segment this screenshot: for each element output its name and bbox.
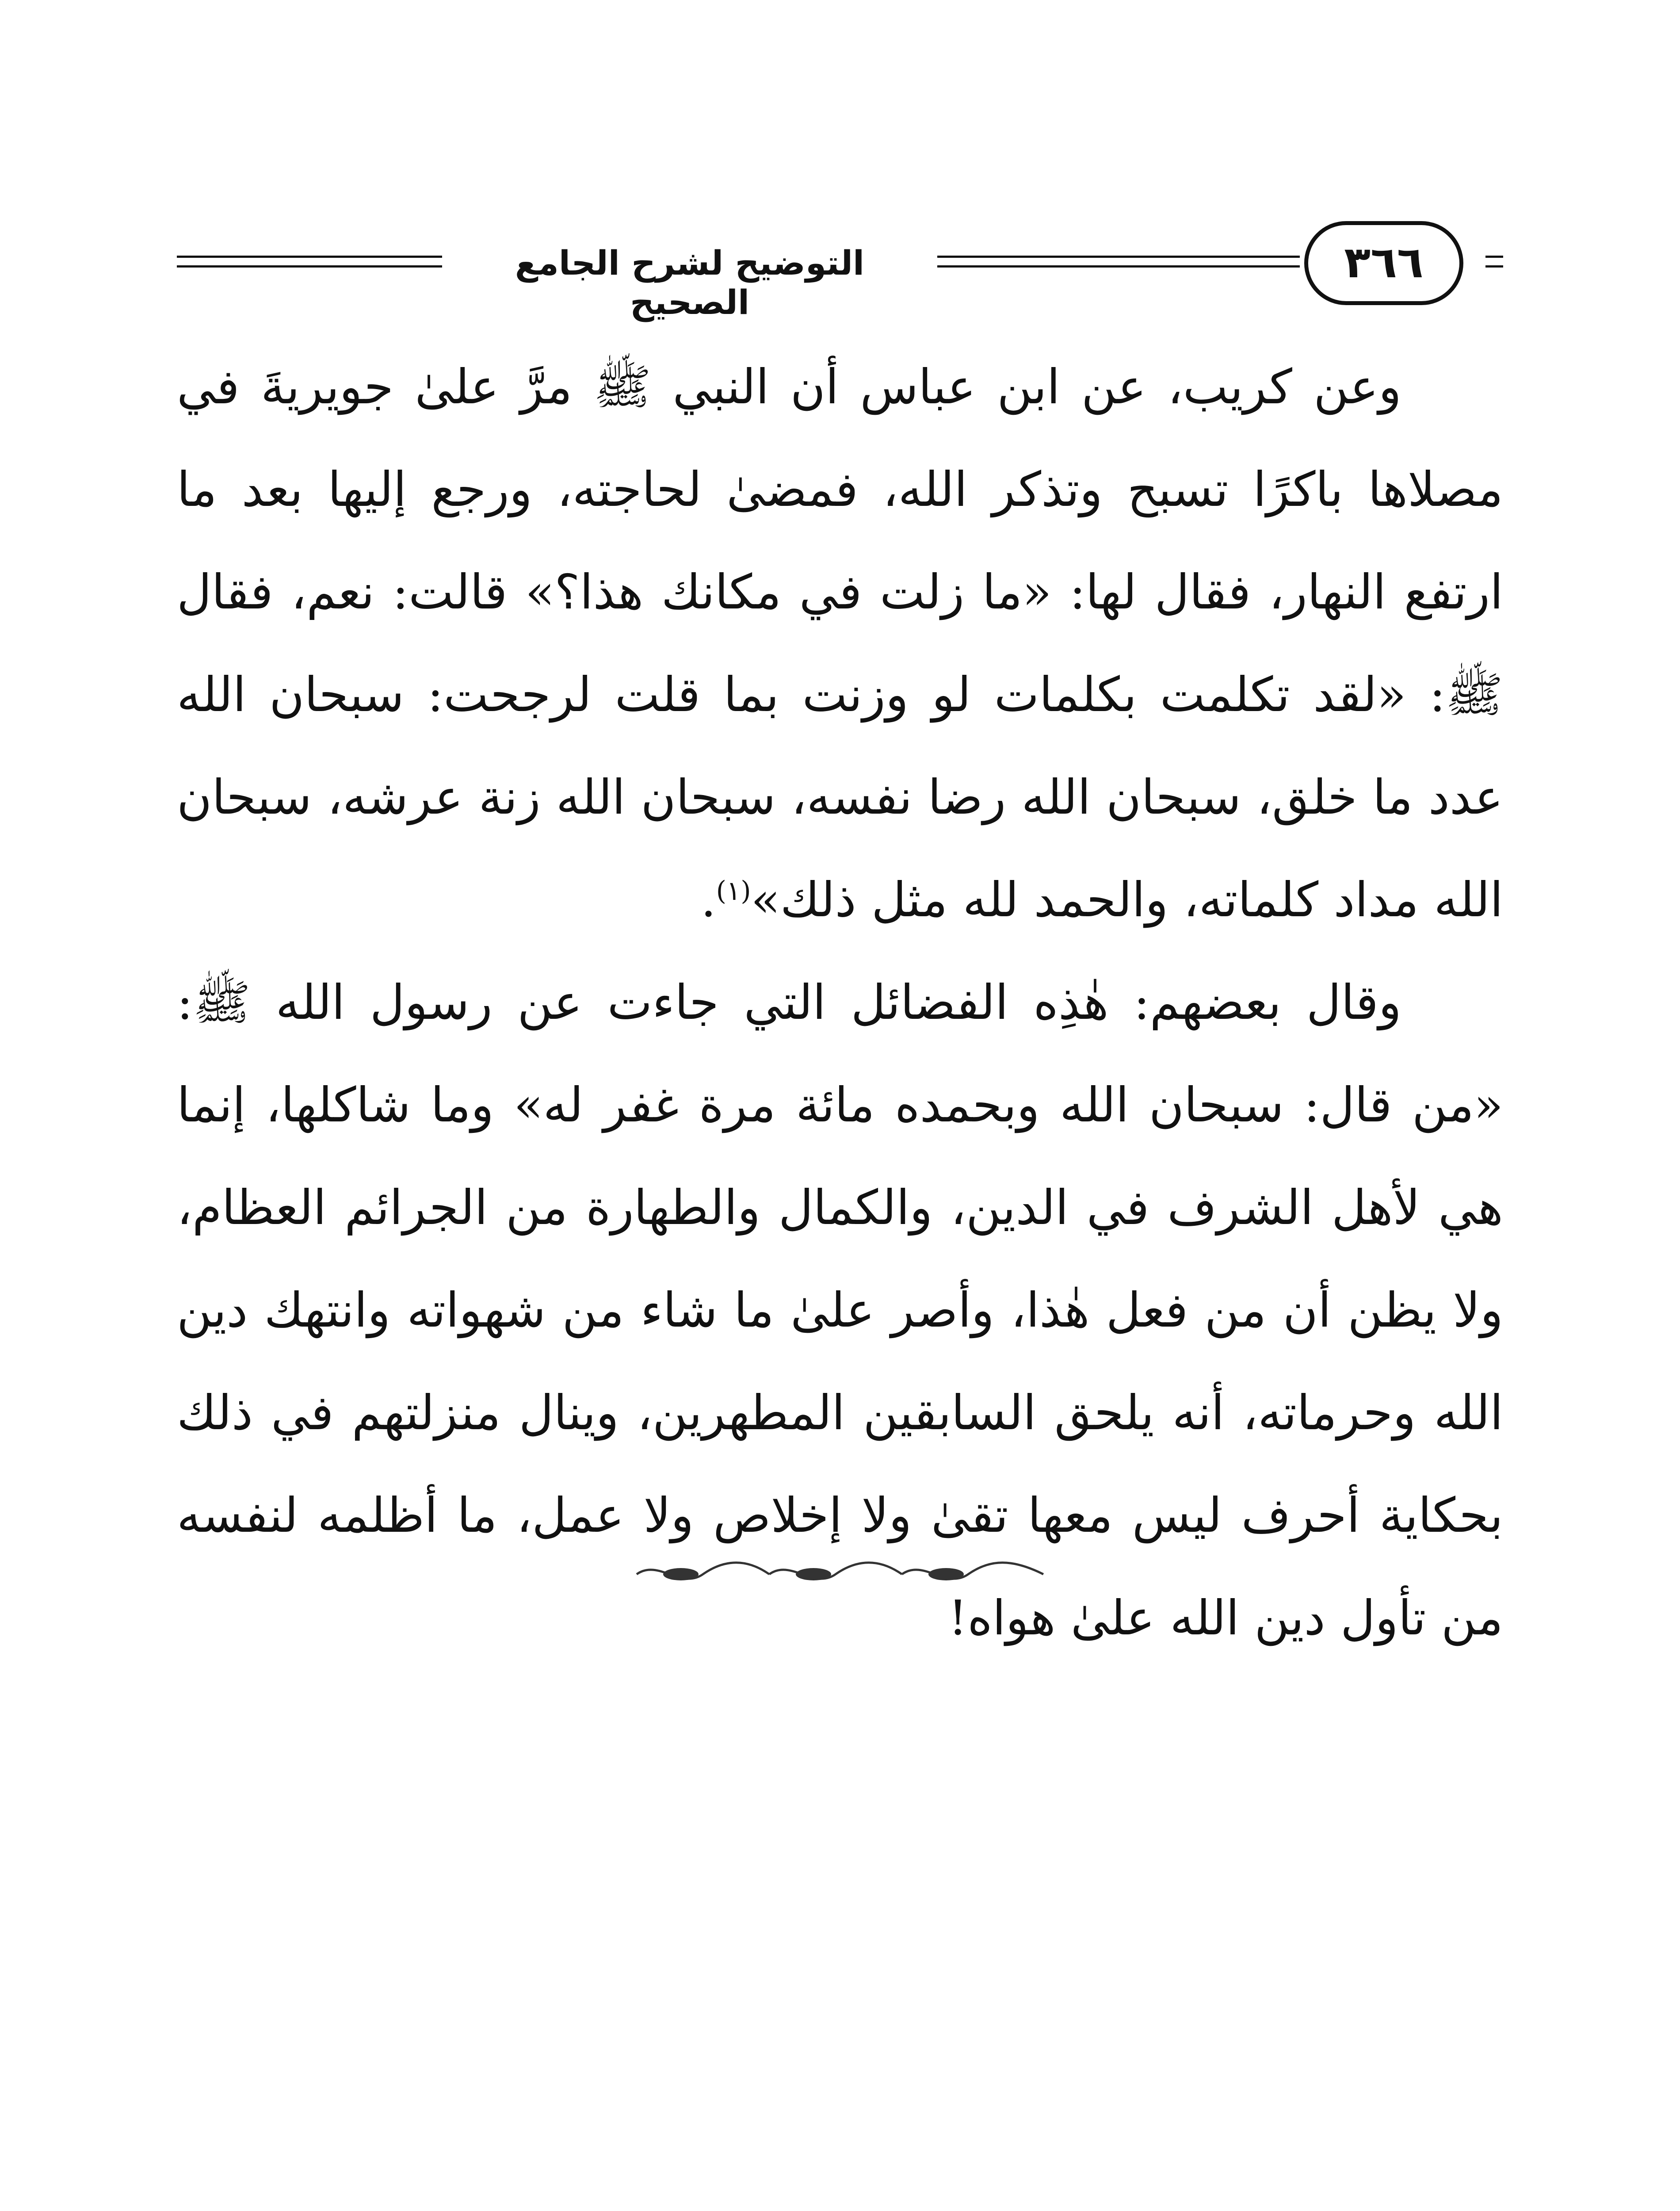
- page-number: ٣٦٦: [1344, 237, 1424, 288]
- header-rule-middle-2: [937, 265, 1300, 268]
- body-text: [177, 336, 1503, 1670]
- footnote-marker: (١): [716, 876, 751, 907]
- paragraph-1-tail: .: [701, 872, 716, 928]
- header-rule-right-2: [1485, 265, 1503, 268]
- header-rule-middle: [937, 256, 1300, 258]
- header-rule-right: [1485, 256, 1503, 258]
- header-rule-left: [177, 256, 442, 258]
- paragraph-2-text: وقال بعضهم: هٰذِه الفضائل التي جاءت عن رسول الله ﷺ: «من قال: سبحان الله وبحمده مائة مرة غفر له» وما شاكلها، إنما هي لأهل الشرف في الدين، والكمال والطهارة من الجرائم العظام، ولا يظن أن من فعل هٰذا، وأصر علىٰ ما شاء من شهواته وانتهك دين الله وحرماته، أنه يلحق السابقين المطهرين، وينال منزلتهم في ذلك بحكاية أحرف ليس معها تقىٰ ولا إخلاص ولا عمل، ما أظلمه لنفسه من تأول دين الله علىٰ هواه!: [177, 975, 1503, 1646]
- paragraph-1: [177, 336, 1503, 952]
- header-title: التوضيح لشرح الجامع الصحيح: [515, 243, 865, 322]
- section-ornament: [628, 1557, 1052, 1592]
- running-header: [177, 217, 1503, 322]
- header-rule-left-2: [177, 265, 442, 268]
- page-number-badge: [1304, 221, 1463, 305]
- paragraph-1-text: وعن كريب، عن ابن عباس أن النبي ﷺ مرَّ علىٰ جويريةَ في مصلاها باكرًا تسبح وتذكر الله، فمضىٰ لحاجته، ورجع إليها بعد ما ارتفع النهار، فقال لها: «ما زلت في مكانك هذا؟» قالت: نعم، فقال ﷺ: «لقد تكلمت بكلمات لو وزنت بما قلت لرجحت: سبحان الله عدد ما خلق، سبحان الله رضا نفسه، سبحان الله زنة عرشه، سبحان الله مداد كلماته، والحمد لله مثل ذلك»: [177, 360, 1503, 928]
